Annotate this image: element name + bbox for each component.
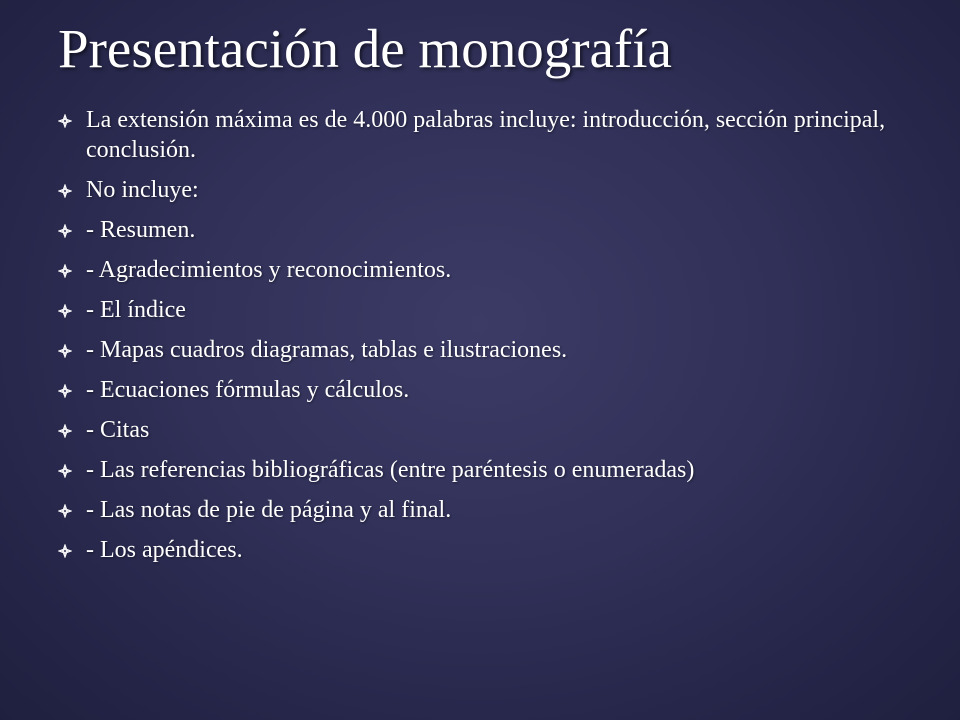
bullet-text: - Agradecimientos y reconocimientos. bbox=[86, 257, 452, 283]
bullet-item bbox=[56, 105, 906, 165]
bullet-text: - Los apéndices. bbox=[86, 537, 243, 563]
bullet-item bbox=[56, 375, 906, 405]
bullet-item bbox=[56, 415, 906, 445]
ornament-bullet-icon bbox=[58, 544, 72, 558]
bullet-list bbox=[56, 105, 906, 575]
ornament-bullet-icon bbox=[58, 224, 72, 238]
ornament-bullet-icon bbox=[58, 424, 72, 438]
bullet-text: No incluye: bbox=[86, 177, 199, 203]
bullet-item bbox=[56, 175, 906, 205]
bullet-item bbox=[56, 335, 906, 365]
bullet-text: - El índice bbox=[86, 297, 186, 323]
bullet-text: La extensión máxima es de 4.000 palabras incluye: introducción, sección principal, conclusión. bbox=[86, 107, 886, 163]
ornament-bullet-icon bbox=[58, 264, 72, 278]
bullet-item bbox=[56, 495, 906, 525]
slide-title: Presentación de monografía bbox=[58, 18, 672, 79]
ornament-bullet-icon bbox=[58, 504, 72, 518]
bullet-item bbox=[56, 535, 906, 565]
bullet-text: - Resumen. bbox=[86, 217, 196, 243]
ornament-bullet-icon bbox=[58, 384, 72, 398]
ornament-bullet-icon bbox=[58, 184, 72, 198]
bullet-text: - Las notas de pie de página y al final. bbox=[86, 497, 452, 523]
ornament-bullet-icon bbox=[58, 304, 72, 318]
bullet-text: - Citas bbox=[86, 417, 150, 443]
ornament-bullet-icon bbox=[58, 344, 72, 358]
ornament-bullet-icon bbox=[58, 464, 72, 478]
bullet-item bbox=[56, 255, 906, 285]
bullet-item bbox=[56, 215, 906, 245]
bullet-text: - Mapas cuadros diagramas, tablas e ilustraciones. bbox=[86, 337, 568, 363]
bullet-item bbox=[56, 455, 906, 485]
bullet-text: - Las referencias bibliográficas (entre paréntesis o enumeradas) bbox=[86, 457, 695, 483]
ornament-bullet-icon bbox=[58, 114, 72, 128]
bullet-item bbox=[56, 295, 906, 325]
bullet-text: - Ecuaciones fórmulas y cálculos. bbox=[86, 377, 410, 403]
